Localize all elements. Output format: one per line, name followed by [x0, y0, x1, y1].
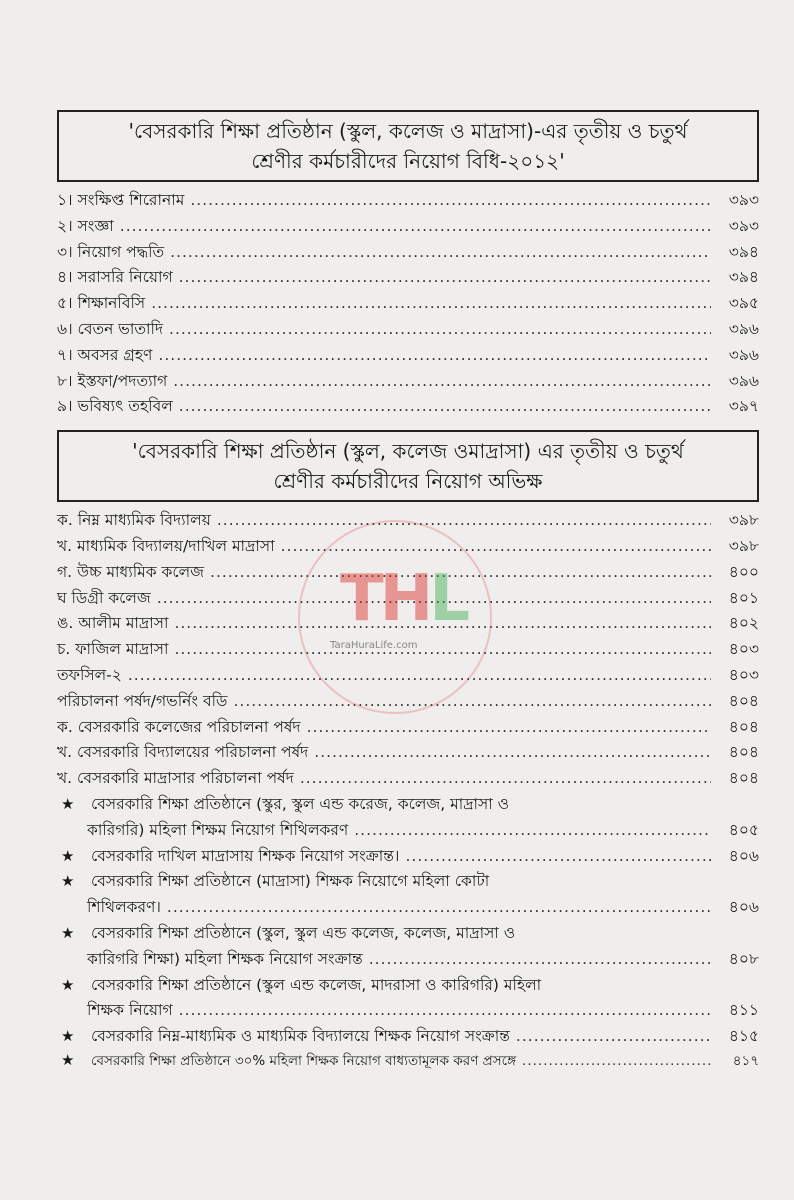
dot-leader [169, 320, 711, 338]
toc-entry-page: ৩৯৬ [728, 371, 759, 390]
toc-entry-page: ৪০৩ [728, 640, 759, 659]
dot-leader [173, 372, 711, 390]
toc-entry-row [57, 844, 759, 870]
toc-entry-row [57, 214, 759, 240]
section2-entries [57, 508, 759, 1076]
section2-heading-line: শ্রেণীর কর্মচারীদের নিয়োগ অভিক্ষ [273, 469, 543, 494]
toc-entry-row [57, 188, 759, 214]
star-icon: ★ [61, 923, 75, 942]
toc-entry-page: ৪০৩ [728, 665, 759, 684]
dot-leader [120, 217, 711, 235]
section2-heading [57, 430, 759, 502]
toc-entry-page: ৪০৪ [728, 717, 759, 736]
toc-entry-row [57, 663, 759, 689]
star-icon: ★ [61, 872, 75, 891]
toc-entry-row [57, 998, 759, 1024]
toc-entry-title: ৫। শিক্ষানবিসি [57, 294, 146, 313]
toc-entry-page: ৪০৫ [728, 820, 759, 839]
dot-leader [354, 821, 711, 839]
toc-entry-title: ৩। নিয়োগ পদ্ধতি [57, 242, 165, 261]
toc-entry-title: ৯। ভবিষ্যৎ তহবিল [57, 397, 173, 416]
toc-entry-page: ৪১১ [728, 1001, 759, 1020]
toc-entry-row [57, 921, 759, 947]
dot-leader [167, 898, 711, 916]
dot-leader [233, 692, 711, 710]
toc-entry-title: চ. ফাজিল মাদ্রাসা [57, 640, 169, 659]
dot-leader [190, 191, 711, 209]
toc-entry-row [57, 508, 759, 534]
toc-entry-title: কারিগরি) মহিলা শিক্ষম নিয়োগ শিথিলকরণ [87, 820, 349, 839]
dot-leader [179, 1001, 711, 1019]
toc-entry-page: ৩৯৪ [728, 268, 759, 287]
toc-entry-title: ৭। অবসর গ্রহণ [57, 345, 153, 364]
toc-entry-page: ৪০৪ [728, 769, 759, 788]
dot-leader [369, 950, 711, 968]
toc-entry-title: ঙ. আলীম মাদ্রাসা [57, 614, 169, 633]
star-icon: ★ [61, 794, 75, 813]
toc-entry-page: ৪০১ [728, 588, 759, 607]
toc-entry-row [57, 394, 759, 420]
toc-entry-row [57, 869, 759, 895]
dot-leader [281, 537, 711, 555]
dot-leader [516, 1027, 711, 1045]
toc-entry-page: ৪০৪ [728, 743, 759, 762]
toc-entry-title: ক. নিম্ন মাধ্যমিক বিদ্যালয় [57, 511, 211, 530]
toc-entry-title: ৮। ইস্তফা/পদত্যাগ [57, 371, 168, 390]
toc-entry-page: ৪০০ [728, 562, 759, 581]
star-icon: ★ [61, 975, 75, 994]
toc-entry-title: বেসরকারি নিম্ন-মাধ্যমিক ও মাধ্যমিক বিদ্যালয়ে শিক্ষক নিয়োগ সংক্রান্ত [91, 1027, 510, 1046]
toc-entry-row [57, 611, 759, 637]
dot-leader [217, 511, 711, 529]
section1-heading-line: শ্রেণীর কর্মচারীদের নিয়োগ বিধি-২০১২' [251, 149, 565, 173]
toc-entry-page: ৪১৫ [728, 1027, 759, 1046]
toc-entry-page: ৪০৬ [728, 898, 759, 917]
toc-entry-title: ২। সংজ্ঞা [57, 216, 114, 235]
toc-entry-row [57, 895, 759, 921]
watermark-site: TaraHuraLife.com [330, 640, 418, 651]
toc-entry-row [57, 560, 759, 586]
toc-entry-title: খ. মাধ্যমিক বিদ্যালয়/দাখিল মাদ্রাসা [57, 536, 275, 555]
table-of-contents [57, 110, 759, 1076]
toc-entry-row [57, 973, 759, 999]
toc-entry-page: ৩৯৩ [728, 191, 759, 209]
dot-leader [158, 346, 711, 364]
dot-leader [151, 294, 711, 312]
dot-leader [174, 614, 711, 632]
toc-entry-page: ৩৯৮ [728, 536, 759, 555]
toc-entry-row [57, 947, 759, 973]
toc-entry-title: ৬। বেতন ভাতাদি [57, 319, 164, 338]
toc-entry-page: ৪০৬ [728, 846, 759, 865]
toc-entry-row [57, 689, 759, 715]
toc-entry-title: ১। সংক্ষিপ্ত শিরোনাম [57, 191, 185, 209]
toc-entry-row [57, 792, 759, 818]
toc-entry-row [57, 818, 759, 844]
dot-leader [300, 769, 711, 787]
toc-entry-row [57, 343, 759, 369]
toc-entry-title: বেসরকারি শিক্ষা প্রতিষ্ঠানে (স্কুল, স্কুল এন্ড কলেজ, কলেজ, মাদ্রাসা ও [91, 923, 516, 942]
toc-entry-title: শিক্ষক নিয়োগ [87, 1001, 173, 1020]
toc-entry-row [57, 586, 759, 612]
toc-entry-page: ৩৯৩ [728, 216, 759, 235]
toc-entry-title: বেসরকারি শিক্ষা প্রতিষ্ঠানে (মাদ্রাসা) শিক্ষক নিয়োগে মহিলা কোটা [91, 872, 490, 891]
dot-leader [170, 243, 711, 261]
toc-entry-page: ৩৯৬ [728, 345, 759, 364]
dot-leader [128, 666, 711, 684]
toc-entry-page: ৩৯৬ [728, 319, 759, 338]
toc-entry-title: বেসরকারি শিক্ষা প্রতিষ্ঠানে (স্কুর, স্কুল এন্ড করেজ, কলেজ, মাদ্রাসা ও [91, 794, 510, 813]
toc-entry-row [57, 1050, 759, 1076]
section1-entries [57, 188, 759, 420]
dot-leader [179, 268, 711, 286]
toc-entry-row [57, 291, 759, 317]
toc-entry-row [57, 369, 759, 395]
toc-entry-title: শিথিলকরণ। [87, 898, 161, 917]
toc-entry-row [57, 317, 759, 343]
toc-entry-title: পরিচালনা পর্ষদ/গভর্নিং বডি [57, 691, 228, 710]
star-icon: ★ [61, 1027, 75, 1046]
toc-entry-title: বেসরকারি শিক্ষা প্রতিষ্ঠানে ৩০% মহিলা শিক্ষক নিয়োগ বাধ্যতামূলক করণ প্রসঙ্গে [91, 1052, 517, 1069]
toc-entry-title: ৪। সরাসরি নিয়োগ [57, 268, 173, 287]
toc-entry-page: ৪০৪ [728, 691, 759, 710]
toc-entry-page: ৩৯৪ [728, 242, 759, 261]
dot-leader [405, 847, 711, 865]
section1-heading-line: 'বেসরকারি শিক্ষা প্রতিষ্ঠান (স্কুল, কলেজ ও মাদ্রাসা)-এর তৃতীয় ও চতুর্থ [128, 119, 688, 143]
dot-leader [307, 718, 711, 736]
dot-leader [157, 589, 711, 607]
toc-entry-page: ৩৯৫ [728, 294, 759, 313]
dot-leader [210, 563, 711, 581]
toc-entry-title: বেসরকারি দাখিল মাদ্রাসায় শিক্ষক নিয়োগ সংক্রান্ত। [91, 846, 400, 865]
toc-entry-title: তফসিল-২ [57, 665, 122, 684]
toc-entry-page: ৪০৮ [728, 949, 759, 968]
toc-entry-title: ঘ ডিগ্রী কলেজ [57, 588, 151, 607]
toc-entry-row [57, 534, 759, 560]
toc-entry-row [57, 637, 759, 663]
dot-leader [522, 1053, 711, 1069]
toc-entry-title: ক. বেসরকারি কলেজের পরিচালনা পর্ষদ [57, 717, 301, 736]
dot-leader [314, 743, 711, 761]
toc-entry-row [57, 1024, 759, 1050]
toc-entry-row [57, 766, 759, 792]
star-icon: ★ [61, 1050, 75, 1069]
toc-entry-row [57, 740, 759, 766]
toc-entry-title: বেসরকারি শিক্ষা প্রতিষ্ঠানে (স্কুল এন্ড কলেজ, মাদরাসা ও কারিগরি) মহিলা [91, 975, 542, 994]
dot-leader [174, 640, 711, 658]
section1-heading [57, 110, 759, 182]
toc-entry-page: ৪০২ [728, 614, 759, 633]
toc-entry-row [57, 715, 759, 741]
section2-heading-line: 'বেসরকারি শিক্ষা প্রতিষ্ঠান (স্কুল, কলেজ ওমাদ্রাসা) এর তৃতীয় ও চতুর্থ [132, 439, 684, 464]
dot-leader [179, 397, 711, 415]
toc-entry-title: কারিগরি শিক্ষা) মহিলা শিক্ষক নিয়োগ সংক্রান্ত [87, 949, 363, 968]
star-icon: ★ [61, 846, 75, 865]
toc-entry-title: খ. বেসরকারি মাদ্রাসার পরিচালনা পর্ষদ [57, 769, 294, 788]
toc-entry-row [57, 240, 759, 266]
toc-entry-page: ৪১৭ [732, 1052, 759, 1069]
toc-entry-page: ৩৯৮ [728, 511, 759, 530]
toc-entry-row [57, 265, 759, 291]
watermark-logo-mark: THL [340, 562, 466, 636]
toc-entry-title: গ. উচ্চ মাধ্যমিক কলেজ [57, 562, 205, 581]
toc-entry-title: খ. বেসরকারি বিদ্যালয়ের পরিচালনা পর্ষদ [57, 743, 309, 762]
toc-entry-page: ৩৯৭ [728, 397, 759, 416]
